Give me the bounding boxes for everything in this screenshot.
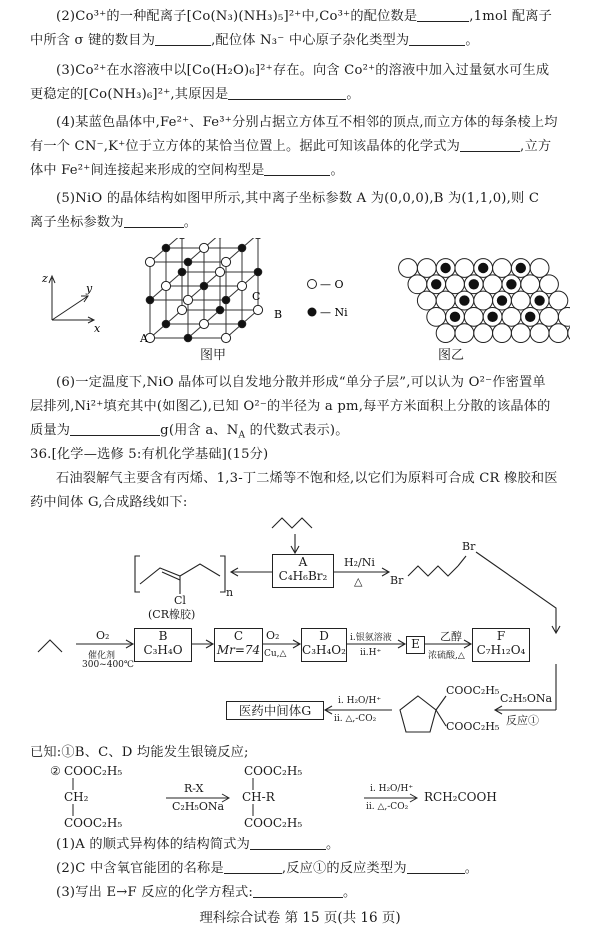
question-36-1 (30, 834, 575, 856)
box-b (134, 628, 192, 662)
ring-cooc2h5-top: COOC₂H₅ (446, 684, 500, 697)
layer-ni-ion (459, 295, 469, 305)
caption-yi: 图乙 (438, 348, 465, 363)
known-ch2: CH₂ (64, 790, 89, 804)
box-g: 医药中间体G (226, 701, 324, 720)
q6-text-4b: A (238, 430, 246, 441)
q2-text-5: 。 (465, 33, 479, 48)
q6-text-2: 层排列,Ni²⁺填充其中(如图乙),已知 O²⁻的半径为 a pm,每平方米面积上分散的该晶体的 (30, 399, 551, 414)
answer-blank (228, 85, 346, 100)
layer-o-ion (427, 307, 446, 326)
known-num-2: ② (50, 764, 61, 778)
q4-text-5: 。 (330, 163, 344, 178)
question-6 (30, 372, 575, 394)
ni-ion (162, 244, 170, 252)
layer-o-ion (455, 259, 474, 278)
cond-c2h5ona: C₂H₅ONa (500, 692, 553, 705)
legend-ni-marker (308, 308, 317, 317)
ni-ion (184, 258, 192, 266)
q2-text-3: 中所含 σ 键的数目为 (30, 33, 156, 48)
box-e: E (406, 636, 425, 654)
q3-text-1: (3)Co²⁺在水溶液中以[Co(H₂O)₆]²⁺存在。向含 Co²⁺的溶液中加入过量氨水可生成 (56, 63, 550, 78)
layer-o-ion (474, 324, 493, 343)
cond-ag1: i.银氨溶液 (350, 633, 392, 643)
question-36-intro: 石油裂解气主要含有丙烯、1,3-丁二烯等不饱和烃,以它们为原料可合成 CR 橡胶和医 (56, 471, 558, 486)
ni-ion (238, 244, 246, 252)
box-b-formula: C₃H₄O (143, 643, 183, 657)
known-cooc-top: COOC₂H₅ (64, 764, 123, 778)
question-36-intro-cont: 药中间体 G,合成路线如下: (30, 495, 188, 510)
layer-ni-ion (431, 279, 441, 289)
br-left: Br (390, 574, 404, 587)
o-ion (215, 267, 224, 276)
q36-3-end: 。 (343, 885, 357, 900)
cond-ethanol: 乙醇 (440, 630, 462, 643)
q36-2-text-2: ,反应①的反应类型为 (281, 861, 407, 876)
layer-ni-ion (516, 263, 526, 273)
layer-o-ion (493, 324, 512, 343)
q3-text-2: 更稳定的[Co(NH₃)₆]²⁺,其原因是 (30, 87, 229, 102)
q5-text-2: 离子坐标参数为 (30, 215, 124, 230)
layer-o-ion (483, 275, 502, 294)
legend-o-marker (308, 280, 317, 289)
known-cooc2-bot: COOC₂H₅ (244, 816, 303, 830)
q6-text-3: 质量为 (30, 423, 71, 438)
q6-text-4c: 的代数式表示)。 (245, 423, 349, 438)
axis-x-label: x (94, 322, 101, 335)
known-h1: i. H₂O/H⁺ (370, 784, 414, 794)
layer-o-ion (521, 275, 540, 294)
q36-1-text: (1)A 的顺式异构体的结构简式为 (56, 837, 251, 852)
layer-o-ion (511, 324, 530, 343)
q36-1-end: 。 (326, 837, 340, 852)
caption-jia: 图甲 (200, 348, 227, 363)
question-4-cont2 (30, 160, 575, 182)
layer-ni-ion (534, 295, 544, 305)
cond-hyd1: i. H₂O/H⁺ (338, 696, 382, 706)
q5-text-1: (5)NiO 的晶体结构如图甲所示,其中离子坐标参数 A 为(0,0,0),B 为(1,1,0),则 C (56, 191, 540, 206)
answer-blank (409, 31, 465, 46)
cond-cu: Cu,△ (264, 649, 287, 659)
layer-ni-ion (478, 263, 488, 273)
layer-o-ion (549, 291, 568, 310)
q2-text-2: ,1mol 配离子 (469, 9, 553, 24)
q2-text-4: ,配位体 N₃⁻ 中心原子杂化类型为 (211, 33, 410, 48)
ni-ion (162, 320, 170, 328)
layer-ni-ion (469, 279, 479, 289)
ni-ion (254, 268, 262, 276)
layer-o-ion (446, 275, 465, 294)
box-b-label: B (158, 629, 168, 643)
ni-ion (184, 334, 192, 342)
layer-o-ion (474, 291, 493, 310)
layer-o-ion (502, 307, 521, 326)
question-36-2 (30, 858, 575, 880)
q5-text-3: 。 (183, 215, 198, 230)
cl-label: Cl (174, 594, 186, 607)
layer-o-ion (464, 307, 483, 326)
cond-rxn1: 反应① (506, 714, 539, 727)
synthesis-scheme (0, 512, 600, 747)
layer-ni-ion (487, 312, 497, 322)
legend-ni: — Ni (320, 306, 348, 319)
q4-text-3: ,立方 (520, 139, 552, 154)
cond-o2: O₂ (96, 629, 110, 642)
o-ion (253, 238, 262, 239)
question-2 (30, 6, 575, 28)
question-6-cont2 (30, 420, 575, 442)
cond-delta: △ (354, 575, 363, 588)
ni-ion (200, 282, 208, 290)
monolayer-figure (399, 259, 570, 343)
box-d-formula: C₃H₄O₂ (302, 643, 346, 657)
layer-ni-ion (450, 312, 460, 322)
q6-text-1: (6)一定温度下,NiO 晶体可以自发地分散并形成“单分子层”,可以认为 O²⁻作密置单 (56, 375, 546, 390)
cond-h2ni: H₂/Ni (344, 556, 375, 569)
label-b: B (274, 308, 283, 321)
q36-3-text: (3)写出 E→F 反应的化学方程式: (56, 885, 254, 900)
layer-o-ion (540, 307, 559, 326)
layer-o-ion (399, 259, 418, 278)
box-c-mass: Mr=74 (216, 643, 261, 657)
o-ion (199, 243, 208, 252)
ni-ion (178, 268, 186, 276)
box-c (214, 628, 263, 662)
box-d (301, 628, 347, 662)
box-c-label: C (233, 629, 244, 643)
answer-blank (407, 859, 465, 874)
question-4-cont (30, 136, 575, 158)
axis-z-label: z (42, 272, 48, 285)
box-a-formula: C₄H₆Br₂ (278, 569, 328, 583)
known-cooc2-top: COOC₂H₅ (244, 764, 303, 778)
answer-blank (155, 31, 211, 46)
question-36-title: 36.[化学—选修 5:有机化学基础](15分) (30, 447, 269, 462)
known-h2: ii. △,-CO₂ (366, 802, 409, 812)
o-ion (253, 305, 262, 314)
question-5 (30, 188, 575, 210)
br-right: Br (462, 540, 476, 553)
layer-o-ion (511, 291, 530, 310)
cr-label: (CR橡胶) (148, 608, 196, 621)
o-ion (221, 333, 230, 342)
ni-ion (146, 296, 154, 304)
q2-text-1: (2)Co³⁺的一种配离子[Co(N₃)(NH₃)₅]²⁺中,Co³⁺的配位数是 (56, 9, 418, 24)
layer-o-ion (540, 275, 559, 294)
label-c: C (252, 290, 261, 303)
known-reaction (0, 762, 600, 832)
box-f-formula: C₇H₁₂O₄ (476, 643, 526, 657)
q6-text-4: g(用含 a、N (160, 423, 239, 438)
question-5-cont (30, 212, 575, 234)
known-cooc-bot: COOC₂H₅ (64, 816, 123, 830)
layer-o-ion (493, 259, 512, 278)
axis-y-label: y (86, 282, 93, 295)
q36-2-end: 。 (464, 861, 479, 876)
layer-o-ion (530, 324, 549, 343)
answer-blank (224, 859, 282, 874)
cond-o2-2: O₂ (266, 629, 280, 642)
layer-ni-ion (525, 312, 535, 322)
crystal-figures (30, 238, 570, 366)
question-6-cont (30, 396, 575, 418)
answer-blank (264, 161, 330, 176)
layer-o-ion (530, 259, 549, 278)
known-chr: CH-R (242, 790, 275, 804)
o-ion (199, 319, 208, 328)
answer-blank (417, 7, 469, 22)
known-rx: R-X (184, 782, 204, 795)
layer-o-ion (455, 324, 474, 343)
q4-text-1: (4)某蓝色晶体中,Fe²⁺、Fe³⁺分别占据立方体互不相邻的顶点,而立方体的每条棱上均 (56, 115, 558, 130)
answer-blank (253, 883, 343, 898)
ni-ion (222, 296, 230, 304)
o-ion (221, 257, 230, 266)
cond-temp: 300~400℃ (82, 660, 134, 670)
question-4 (30, 112, 575, 134)
o-ion (183, 295, 192, 304)
box-a (272, 554, 334, 588)
question-3-cont (30, 84, 575, 106)
q3-text-3: 。 (346, 87, 360, 102)
question-2-cont (30, 30, 575, 52)
answer-blank (460, 137, 520, 152)
layer-o-ion (417, 291, 436, 310)
question-3 (30, 60, 575, 82)
box-f (472, 628, 530, 662)
answer-blank (250, 835, 326, 850)
ni-ion (216, 306, 224, 314)
q36-2-text: (2)C 中含氧官能团的名称是 (56, 861, 224, 876)
o-ion (177, 305, 186, 314)
layer-ni-ion (440, 263, 450, 273)
answer-blank (124, 213, 184, 228)
ring-cooc2h5-bot: COOC₂H₅ (446, 720, 500, 733)
layer-o-ion (436, 324, 455, 343)
cond-hyd2: ii. △,-CO₂ (334, 714, 377, 724)
o-ion (145, 257, 154, 266)
layer-ni-ion (497, 295, 507, 305)
question-36-3 (30, 882, 575, 904)
layer-o-ion (408, 275, 427, 294)
layer-o-ion (417, 259, 436, 278)
box-d-label: D (319, 629, 329, 643)
o-ion (237, 281, 246, 290)
ni-ion (238, 320, 246, 328)
page-footer: 理科综合试卷 第 15 页(共 16 页) (199, 910, 401, 926)
cond-ag2: ii.H⁺ (360, 648, 382, 658)
q4-text-2: 有一个 CN⁻,K⁺位于立方体的某恰当位置上。据此可知该晶体的化学式为 (30, 139, 461, 154)
known-line-1: 已知:①B、C、D 均能发生银镜反应; (30, 745, 249, 760)
q4-text-4: 体中 Fe²⁺间连接起来形成的空间构型是 (30, 163, 265, 178)
box-f-label: F (496, 629, 506, 643)
nio-lattice (145, 238, 262, 343)
label-a: A (140, 332, 148, 345)
cond-h2so4: 浓硫酸,△ (428, 651, 465, 661)
o-ion (177, 238, 186, 239)
n-subscript: n (226, 586, 234, 599)
box-a-label: A (298, 555, 308, 569)
legend-o: — O (320, 278, 344, 291)
known-rx-cond: C₂H₅ONa (172, 800, 225, 813)
layer-o-ion (436, 291, 455, 310)
layer-o-ion (549, 324, 568, 343)
o-ion (161, 281, 170, 290)
answer-blank (70, 421, 160, 436)
known-product: RCH₂COOH (424, 790, 497, 804)
cond-catalyst: 催化剂 (88, 651, 116, 661)
layer-ni-ion (506, 279, 516, 289)
